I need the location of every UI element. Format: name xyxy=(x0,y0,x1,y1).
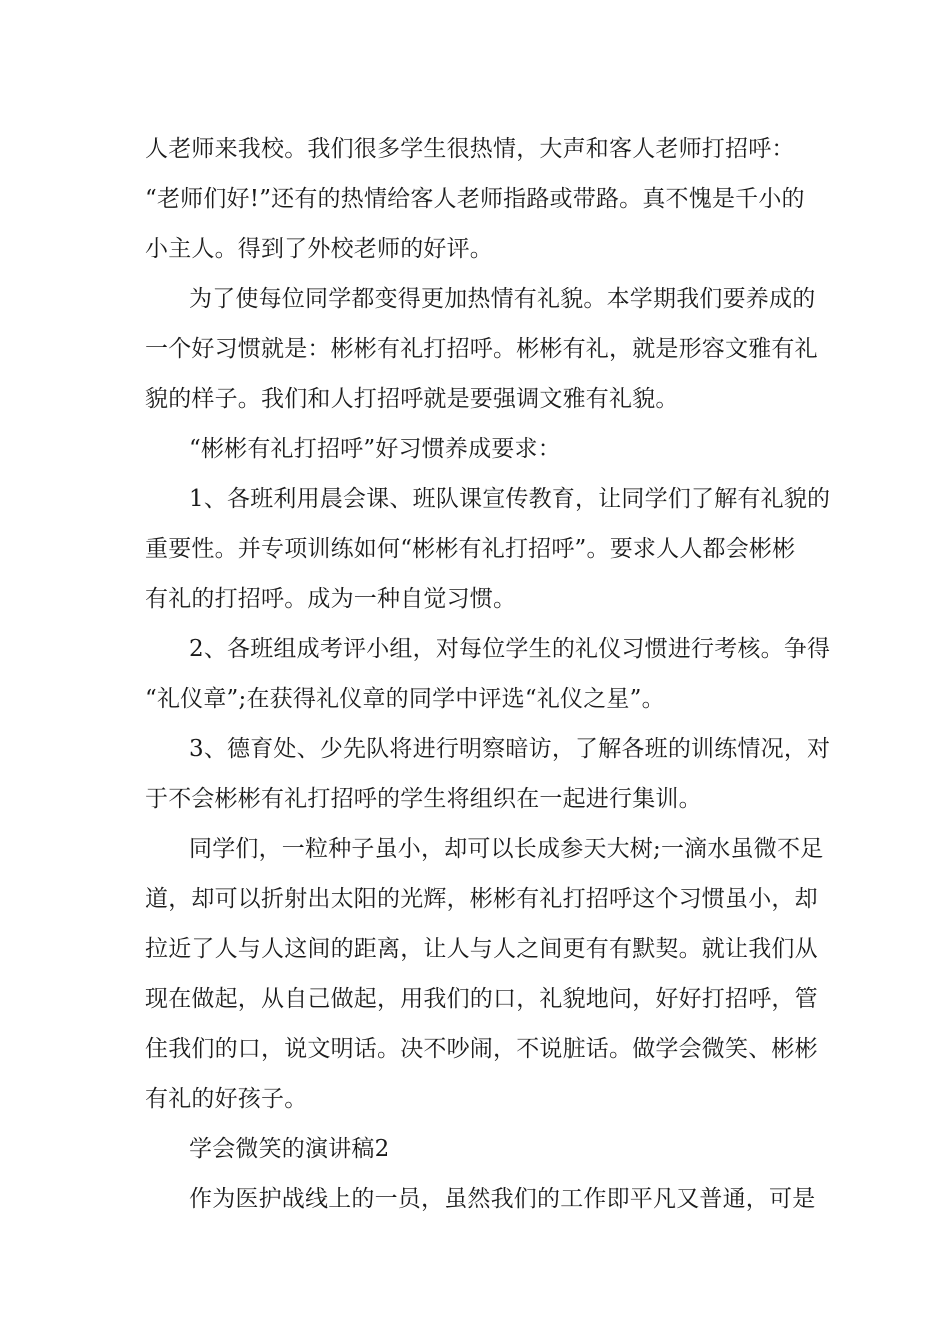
text-line: 住我们的口，说文明话。决不吵闹，不说脏话。做学会微笑、彬彬 xyxy=(145,1036,818,1062)
text-line: 人老师来我校。我们很多学生很热情，大声和客人老师打招呼： xyxy=(145,136,795,162)
list-item-3-start: 3、德育处、少先队将进行明察暗访，了解各班的训练情况，对 xyxy=(189,736,831,762)
text-line: 一个好习惯就是：彬彬有礼打招呼。彬彬有礼，就是形容文雅有礼 xyxy=(145,336,818,362)
list-item-2-start: 2、各班组成考评小组，对每位学生的礼仪习惯进行考核。争得 xyxy=(189,636,831,662)
text-line: 貌的样子。我们和人打招呼就是要强调文雅有礼貌。 xyxy=(145,386,679,412)
text-line: “礼仪章”;在获得礼仪章的同学中评选“礼仪之星”。 xyxy=(145,686,665,712)
text-line: 拉近了人与人这间的距离，让人与人之间更有有默契。就让我们从 xyxy=(145,936,818,962)
body-text xyxy=(145,124,831,1224)
paragraph-start-line: 同学们，一粒种子虽小，却可以长成参天大树;一滴水虽微不足 xyxy=(189,836,824,862)
paragraph-start-line: 作为医护战线上的一员，虽然我们的工作即平凡又普通，可是 xyxy=(189,1186,816,1212)
text-line: “老师们好!”还有的热情给客人老师指路或带路。真不愧是千小的 xyxy=(145,186,805,212)
requirements-heading: “彬彬有礼打招呼”好习惯养成要求： xyxy=(189,436,561,462)
section-title: 学会微笑的演讲稿2 xyxy=(189,1136,390,1162)
paragraph-start-line: 为了使每位同学都变得更加热情有礼貌。本学期我们要养成的 xyxy=(189,286,816,312)
text-line: 重要性。并专项训练如何“彬彬有礼打招呼”。要求人人都会彬彬 xyxy=(145,536,796,562)
text-line: 于不会彬彬有礼打招呼的学生将组织在一起进行集训。 xyxy=(145,786,702,812)
list-item-1-start: 1、各班利用晨会课、班队课宣传教育，让同学们了解有礼貌的 xyxy=(189,486,831,512)
text-line: 小主人。得到了外校老师的好评。 xyxy=(145,236,493,262)
text-line: 有礼的打招呼。成为一种自觉习惯。 xyxy=(145,586,517,612)
text-line: 有礼的好孩子。 xyxy=(145,1086,308,1112)
text-line: 道，却可以折射出太阳的光辉，彬彬有礼打招呼这个习惯虽小，却 xyxy=(145,886,818,912)
text-line: 现在做起，从自己做起，用我们的口，礼貌地问，好好打招呼，管 xyxy=(145,986,818,1012)
